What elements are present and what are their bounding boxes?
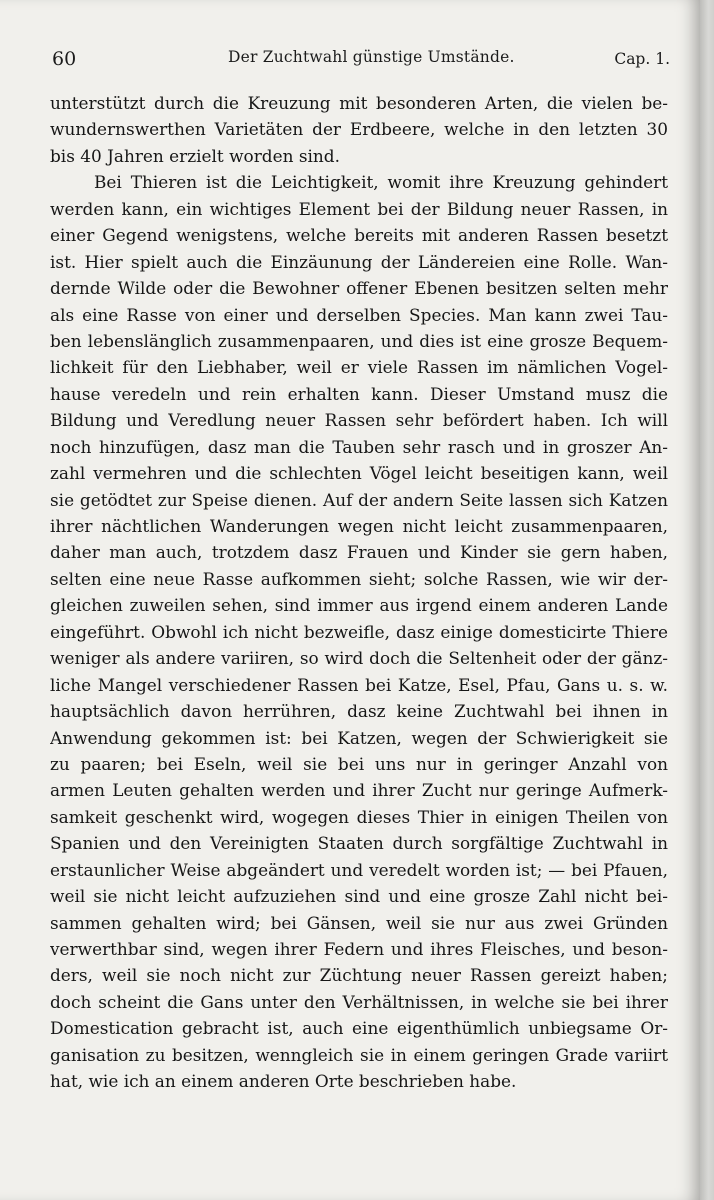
text-line: Bei Thieren ist die Leichtigkeit, womit ihre Kreuzung gehindert: [94, 172, 668, 193]
text-line: als eine Rasse von einer und derselben Species. Man kann zwei Tau-: [50, 304, 668, 325]
text-line: noch hinzufügen, dasz man die Tauben sehr rasch und in groszer An-: [50, 436, 668, 457]
text-line: zu paaren; bei Eseln, weil sie bei uns nur in geringer Anzahl von: [50, 753, 668, 774]
running-title: Der Zuchtwahl günstige Umstände.: [228, 48, 515, 66]
paragraph: [50, 169, 668, 1094]
text-line: selten eine neue Rasse aufkommen sieht; solche Rassen, wie wir der-: [50, 568, 668, 589]
text-line: hause veredeln und rein erhalten kann. Dieser Umstand musz die: [50, 383, 668, 404]
text-line: eingeführt. Obwohl ich nicht bezweifle, dasz einige domesticirte Thiere: [50, 621, 668, 642]
chapter-reference: Cap. 1.: [614, 50, 670, 68]
body-text: [50, 90, 668, 1095]
text-line: unterstützt durch die Kreuzung mit besonderen Arten, die vielen be-: [50, 93, 668, 113]
text-line: zahl vermehren und die schlechten Vögel leicht beseitigen kann, weil: [50, 463, 668, 484]
text-line: wundernswerthen Varietäten der Erdbeere, welche in den letzten 30: [50, 119, 668, 140]
text-line: weniger als andere variiren, so wird doch die Seltenheit oder der gänz-: [50, 648, 668, 669]
text-line: armen Leuten gehalten werden und ihrer Zucht nur geringe Aufmerk-: [50, 780, 668, 801]
text-line: Bildung und Veredlung neuer Rassen sehr befördert haben. Ich will: [50, 410, 668, 431]
text-line: ihrer nächtlichen Wanderungen wegen nicht leicht zusammenpaaren,: [50, 516, 668, 536]
text-line: sammen gehalten wird; bei Gänsen, weil sie nur aus zwei Gründen: [50, 912, 668, 933]
text-line: hat, wie ich an einem anderen Orte beschrieben habe.: [50, 1071, 517, 1092]
text-line: daher man auch, trotzdem dasz Frauen und Kinder sie gern haben,: [50, 542, 668, 563]
text-line: ben lebenslänglich zusammenpaaren, und dies ist eine grosze Bequem-: [50, 330, 668, 351]
text-line: hauptsächlich davon herrühren, dasz keine Zuchtwahl bei ihnen in: [50, 701, 668, 722]
paragraph: [50, 90, 668, 169]
page-edge: [700, 0, 714, 1200]
text-line: ist. Hier spielt auch die Einzäunung der Ländereien eine Rolle. Wan-: [50, 251, 668, 272]
text-line: doch scheint die Gans unter den Verhältnissen, in welche sie bei ihrer: [50, 991, 668, 1012]
text-line: bis 40 Jahren erzielt worden sind.: [50, 145, 340, 166]
text-line: gleichen zuweilen sehen, sind immer aus irgend einem anderen Lande: [50, 595, 668, 616]
text-line: ganisation zu besitzen, wenngleich sie in einem geringen Grade variirt: [50, 1044, 668, 1065]
text-line: weil sie nicht leicht aufzuziehen sind und eine grosze Zahl nicht bei-: [50, 886, 668, 907]
text-line: lichkeit für den Liebhaber, weil er viele Rassen im nämlichen Vogel-: [50, 357, 668, 378]
text-line: ders, weil sie noch nicht zur Züchtung neuer Rassen gereizt haben;: [50, 965, 668, 986]
running-header: [52, 44, 670, 74]
text-line: samkeit geschenkt wird, wogegen dieses Thier in einigen Theilen von: [50, 806, 668, 827]
text-line: verwerthbar sind, wegen ihrer Federn und ihres Fleisches, und beson-: [50, 939, 668, 959]
text-line: sie getödtet zur Speise dienen. Auf der andern Seite lassen sich Katzen: [50, 489, 668, 510]
text-line: liche Mangel verschiedener Rassen bei Katze, Esel, Pfau, Gans u. s. w.: [50, 674, 668, 695]
text-line: werden kann, ein wichtiges Element bei der Bildung neuer Rassen, in: [50, 198, 668, 219]
page-number: 60: [52, 48, 77, 70]
text-line: dernde Wilde oder die Bewohner offener Ebenen besitzen selten mehr: [50, 278, 668, 299]
text-line: Domestication gebracht ist, auch eine eigenthümlich unbiegsame Or-: [50, 1018, 668, 1039]
text-line: Anwendung gekommen ist: bei Katzen, wegen der Schwierigkeit sie: [50, 727, 668, 748]
text-line: erstaunlicher Weise abgeändert und veredelt worden ist; — bei Pfauen,: [50, 859, 668, 880]
text-line: einer Gegend wenigstens, welche bereits mit anderen Rassen besetzt: [50, 225, 668, 246]
text-line: Spanien und den Vereinigten Staaten durch sorgfältige Zuchtwahl in: [50, 833, 668, 854]
